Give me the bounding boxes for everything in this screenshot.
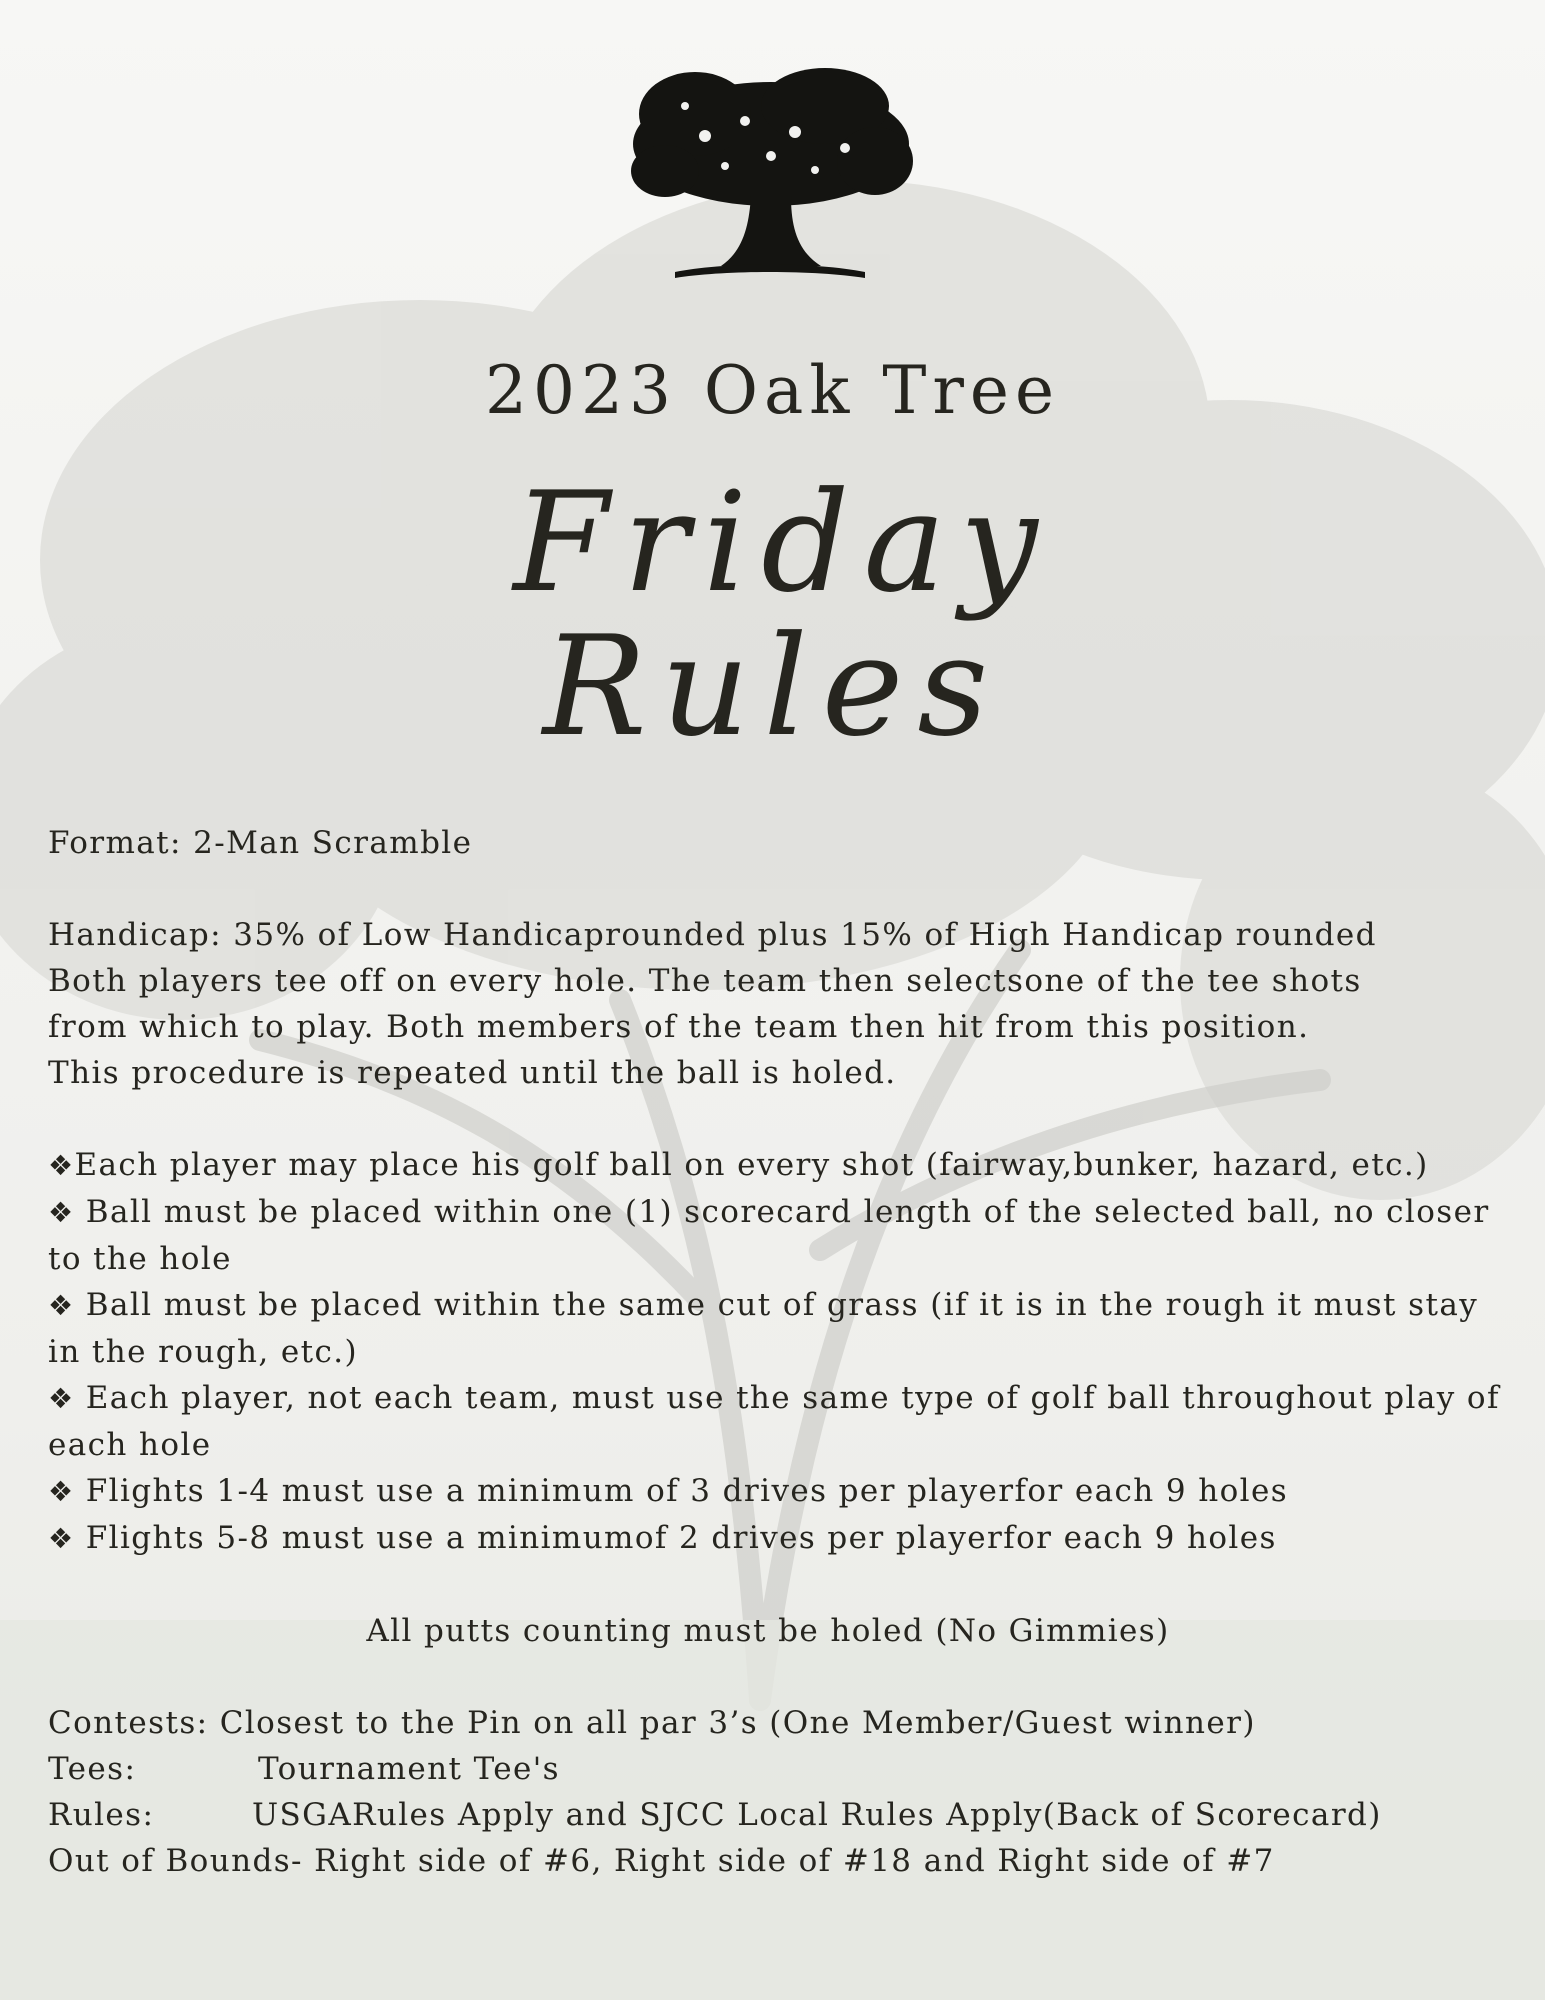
rule-bullet-text: Each player, not each team, must use the same type of golf ball throughout play of each hole bbox=[48, 1380, 1500, 1463]
diamond-bullet-icon: ❖ bbox=[48, 1475, 75, 1508]
handicap-line-3: from which to play. Both members of the team then hit from this position. bbox=[48, 1009, 1310, 1045]
oak-tree-logo-icon bbox=[625, 66, 917, 286]
diamond-bullet-icon: ❖ bbox=[48, 1196, 75, 1229]
page-title-line-2: Rules bbox=[542, 606, 1003, 767]
rule-bullet-4 bbox=[48, 1375, 1518, 1468]
rule-bullet-text: Flights 1-4 must use a minimum of 3 drives per playerfor each 9 holes bbox=[74, 1473, 1289, 1509]
putts-note: All putts counting must be holed (No Gimmies) bbox=[366, 1613, 1170, 1649]
out-of-bounds-line: Out of Bounds- Right side of #6, Right side of #18 and Right side of #7 bbox=[48, 1843, 1275, 1879]
rule-bullet-6 bbox=[48, 1515, 1518, 1562]
tees-line bbox=[48, 1746, 1518, 1792]
rule-bullet-text: Each player may place his golf ball on every shot (fairway,bunker, hazard, etc.) bbox=[74, 1147, 1429, 1183]
handicap-line-1: Handicap: 35% of Low Handicaprounded plus 15% of High Handicap rounded bbox=[48, 917, 1377, 953]
diamond-bullet-icon: ❖ bbox=[48, 1382, 75, 1415]
rules-value: USGARules Apply and SJCC Local Rules Apply(Back of Scorecard) bbox=[252, 1797, 1382, 1833]
page-title-line-1: Friday bbox=[513, 462, 1052, 623]
diamond-bullet-icon: ❖ bbox=[48, 1522, 75, 1555]
handicap-line-4: This procedure is repeated until the ball is holed. bbox=[48, 1055, 897, 1091]
rule-bullet-text: Flights 5-8 must use a minimumof 2 drives per playerfor each 9 holes bbox=[74, 1520, 1277, 1556]
rule-bullet-5 bbox=[48, 1468, 1518, 1515]
event-subtitle: 2023 Oak Tree bbox=[484, 352, 1061, 429]
rule-bullet-1 bbox=[48, 1142, 1518, 1189]
tees-label: Tees: bbox=[48, 1751, 137, 1787]
rule-bullet-3 bbox=[48, 1282, 1518, 1375]
rules-line bbox=[48, 1792, 1518, 1838]
handicap-line-2: Both players tee off on every hole. The team then selectsone of the tee shots bbox=[48, 963, 1362, 999]
rule-bullet-text: Ball must be placed within the same cut of grass (if it is in the rough it must stay in the rough, etc.) bbox=[48, 1287, 1479, 1370]
format-line: Format: 2-Man Scramble bbox=[48, 825, 473, 861]
rules-label: Rules: bbox=[48, 1797, 155, 1833]
diamond-bullet-icon: ❖ bbox=[48, 1149, 75, 1182]
rules-body bbox=[48, 820, 1518, 1884]
tees-value: Tournament Tee's bbox=[258, 1751, 560, 1787]
diamond-bullet-icon: ❖ bbox=[48, 1289, 75, 1322]
rule-bullet-2 bbox=[48, 1189, 1518, 1282]
rule-bullet-text: Ball must be placed within one (1) scorecard length of the selected ball, no closer to the hole bbox=[48, 1194, 1490, 1277]
contests-line: Contests: Closest to the Pin on all par 3’s (One Member/Guest winner) bbox=[48, 1705, 1256, 1741]
